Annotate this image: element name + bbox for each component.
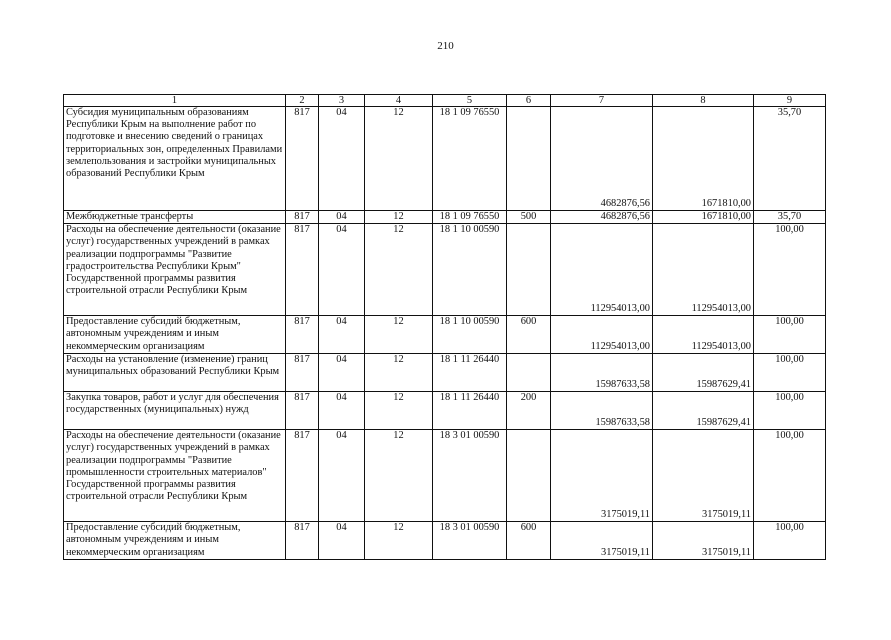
table-row — [64, 107, 826, 211]
cell-percent: 35,70 — [754, 107, 826, 211]
cell-target-article: 18 1 09 76550 — [433, 211, 507, 224]
cell-subsection: 12 — [365, 522, 433, 560]
cell-target-article: 18 3 01 00590 — [433, 430, 507, 522]
cell-expense-type: 600 — [507, 522, 551, 560]
cell-section: 04 — [319, 316, 365, 354]
header-cell: 8 — [653, 95, 754, 107]
header-cell: 6 — [507, 95, 551, 107]
cell-subsection: 12 — [365, 211, 433, 224]
header-cell: 7 — [551, 95, 653, 107]
cell-ministry: 817 — [286, 224, 319, 316]
cell-actual: 3175019,11 — [653, 430, 754, 522]
cell-subsection: 12 — [365, 354, 433, 392]
cell-subsection: 12 — [365, 316, 433, 354]
cell-target-article: 18 1 11 26440 — [433, 354, 507, 392]
cell-section: 04 — [319, 211, 365, 224]
row-name: Предоставление субсидий бюджетным, автономным учреждениям и иным некоммерческим организациям — [64, 316, 286, 354]
cell-planned: 112954013,00 — [551, 224, 653, 316]
cell-expense-type — [507, 430, 551, 522]
header-cell: 4 — [365, 95, 433, 107]
table-row — [64, 392, 826, 430]
row-name: Субсидия муниципальным образованиям Республики Крым на выполнение работ по подготовке и внесению сведений о границах территориальных зон, определенных Правилами землепользования и застройки муниципальных образований Республики Крым — [64, 107, 286, 211]
header-cell: 9 — [754, 95, 826, 107]
cell-subsection: 12 — [365, 392, 433, 430]
cell-ministry: 817 — [286, 392, 319, 430]
table-row — [64, 316, 826, 354]
cell-subsection: 12 — [365, 224, 433, 316]
cell-percent: 100,00 — [754, 392, 826, 430]
cell-actual: 15987629,41 — [653, 392, 754, 430]
cell-actual: 112954013,00 — [653, 224, 754, 316]
cell-percent: 35,70 — [754, 211, 826, 224]
header-cell: 1 — [64, 95, 286, 107]
cell-actual: 15987629,41 — [653, 354, 754, 392]
cell-section: 04 — [319, 354, 365, 392]
table-row — [64, 522, 826, 560]
cell-expense-type: 200 — [507, 392, 551, 430]
cell-subsection: 12 — [365, 430, 433, 522]
cell-section: 04 — [319, 107, 365, 211]
table-row — [64, 430, 826, 522]
cell-target-article: 18 1 09 76550 — [433, 107, 507, 211]
header-cell: 3 — [319, 95, 365, 107]
budget-table — [63, 94, 826, 560]
cell-section: 04 — [319, 522, 365, 560]
row-name: Межбюджетные трансферты — [64, 211, 286, 224]
cell-ministry: 817 — [286, 430, 319, 522]
cell-percent: 100,00 — [754, 430, 826, 522]
cell-planned: 3175019,11 — [551, 522, 653, 560]
cell-expense-type — [507, 354, 551, 392]
cell-planned: 3175019,11 — [551, 430, 653, 522]
cell-subsection: 12 — [365, 107, 433, 211]
cell-section: 04 — [319, 224, 365, 316]
cell-ministry: 817 — [286, 354, 319, 392]
cell-percent: 100,00 — [754, 354, 826, 392]
cell-expense-type — [507, 107, 551, 211]
table-row — [64, 354, 826, 392]
cell-actual: 3175019,11 — [653, 522, 754, 560]
cell-planned: 4682876,56 — [551, 107, 653, 211]
cell-ministry: 817 — [286, 522, 319, 560]
cell-percent: 100,00 — [754, 522, 826, 560]
cell-percent: 100,00 — [754, 224, 826, 316]
row-name: Расходы на обеспечение деятельности (оказание услуг) государственных учреждений в рамках реализации подпрограммы "Развитие градостроительства Республики Крым" Государственной программы развития строительной отрасли Республики Крым — [64, 224, 286, 316]
cell-target-article: 18 3 01 00590 — [433, 522, 507, 560]
cell-actual: 1671810,00 — [653, 107, 754, 211]
cell-section: 04 — [319, 430, 365, 522]
cell-percent: 100,00 — [754, 316, 826, 354]
cell-section: 04 — [319, 392, 365, 430]
cell-actual: 1671810,00 — [653, 211, 754, 224]
header-cell: 5 — [433, 95, 507, 107]
row-name: Расходы на установление (изменение) границ муниципальных образований Республики Крым — [64, 354, 286, 392]
row-name: Расходы на обеспечение деятельности (оказание услуг) государственных учреждений в рамках реализации подпрограммы "Развитие промышленности строительных материалов" Государственной программы развития строительной отрасли Республики Крым — [64, 430, 286, 522]
cell-target-article: 18 1 11 26440 — [433, 392, 507, 430]
table-row — [64, 211, 826, 224]
row-name: Закупка товаров, работ и услуг для обеспечения государственных (муниципальных) нужд — [64, 392, 286, 430]
cell-planned: 15987633,58 — [551, 392, 653, 430]
cell-expense-type: 600 — [507, 316, 551, 354]
cell-target-article: 18 1 10 00590 — [433, 316, 507, 354]
row-name: Предоставление субсидий бюджетным, автономным учреждениям и иным некоммерческим организациям — [64, 522, 286, 560]
cell-planned: 15987633,58 — [551, 354, 653, 392]
page-number: 210 — [437, 40, 454, 52]
cell-planned: 112954013,00 — [551, 316, 653, 354]
cell-ministry: 817 — [286, 316, 319, 354]
table-row — [64, 224, 826, 316]
cell-expense-type: 500 — [507, 211, 551, 224]
cell-target-article: 18 1 10 00590 — [433, 224, 507, 316]
cell-expense-type — [507, 224, 551, 316]
header-cell: 2 — [286, 95, 319, 107]
cell-planned: 4682876,56 — [551, 211, 653, 224]
cell-ministry: 817 — [286, 211, 319, 224]
cell-actual: 112954013,00 — [653, 316, 754, 354]
cell-ministry: 817 — [286, 107, 319, 211]
table-header-row — [64, 95, 826, 107]
